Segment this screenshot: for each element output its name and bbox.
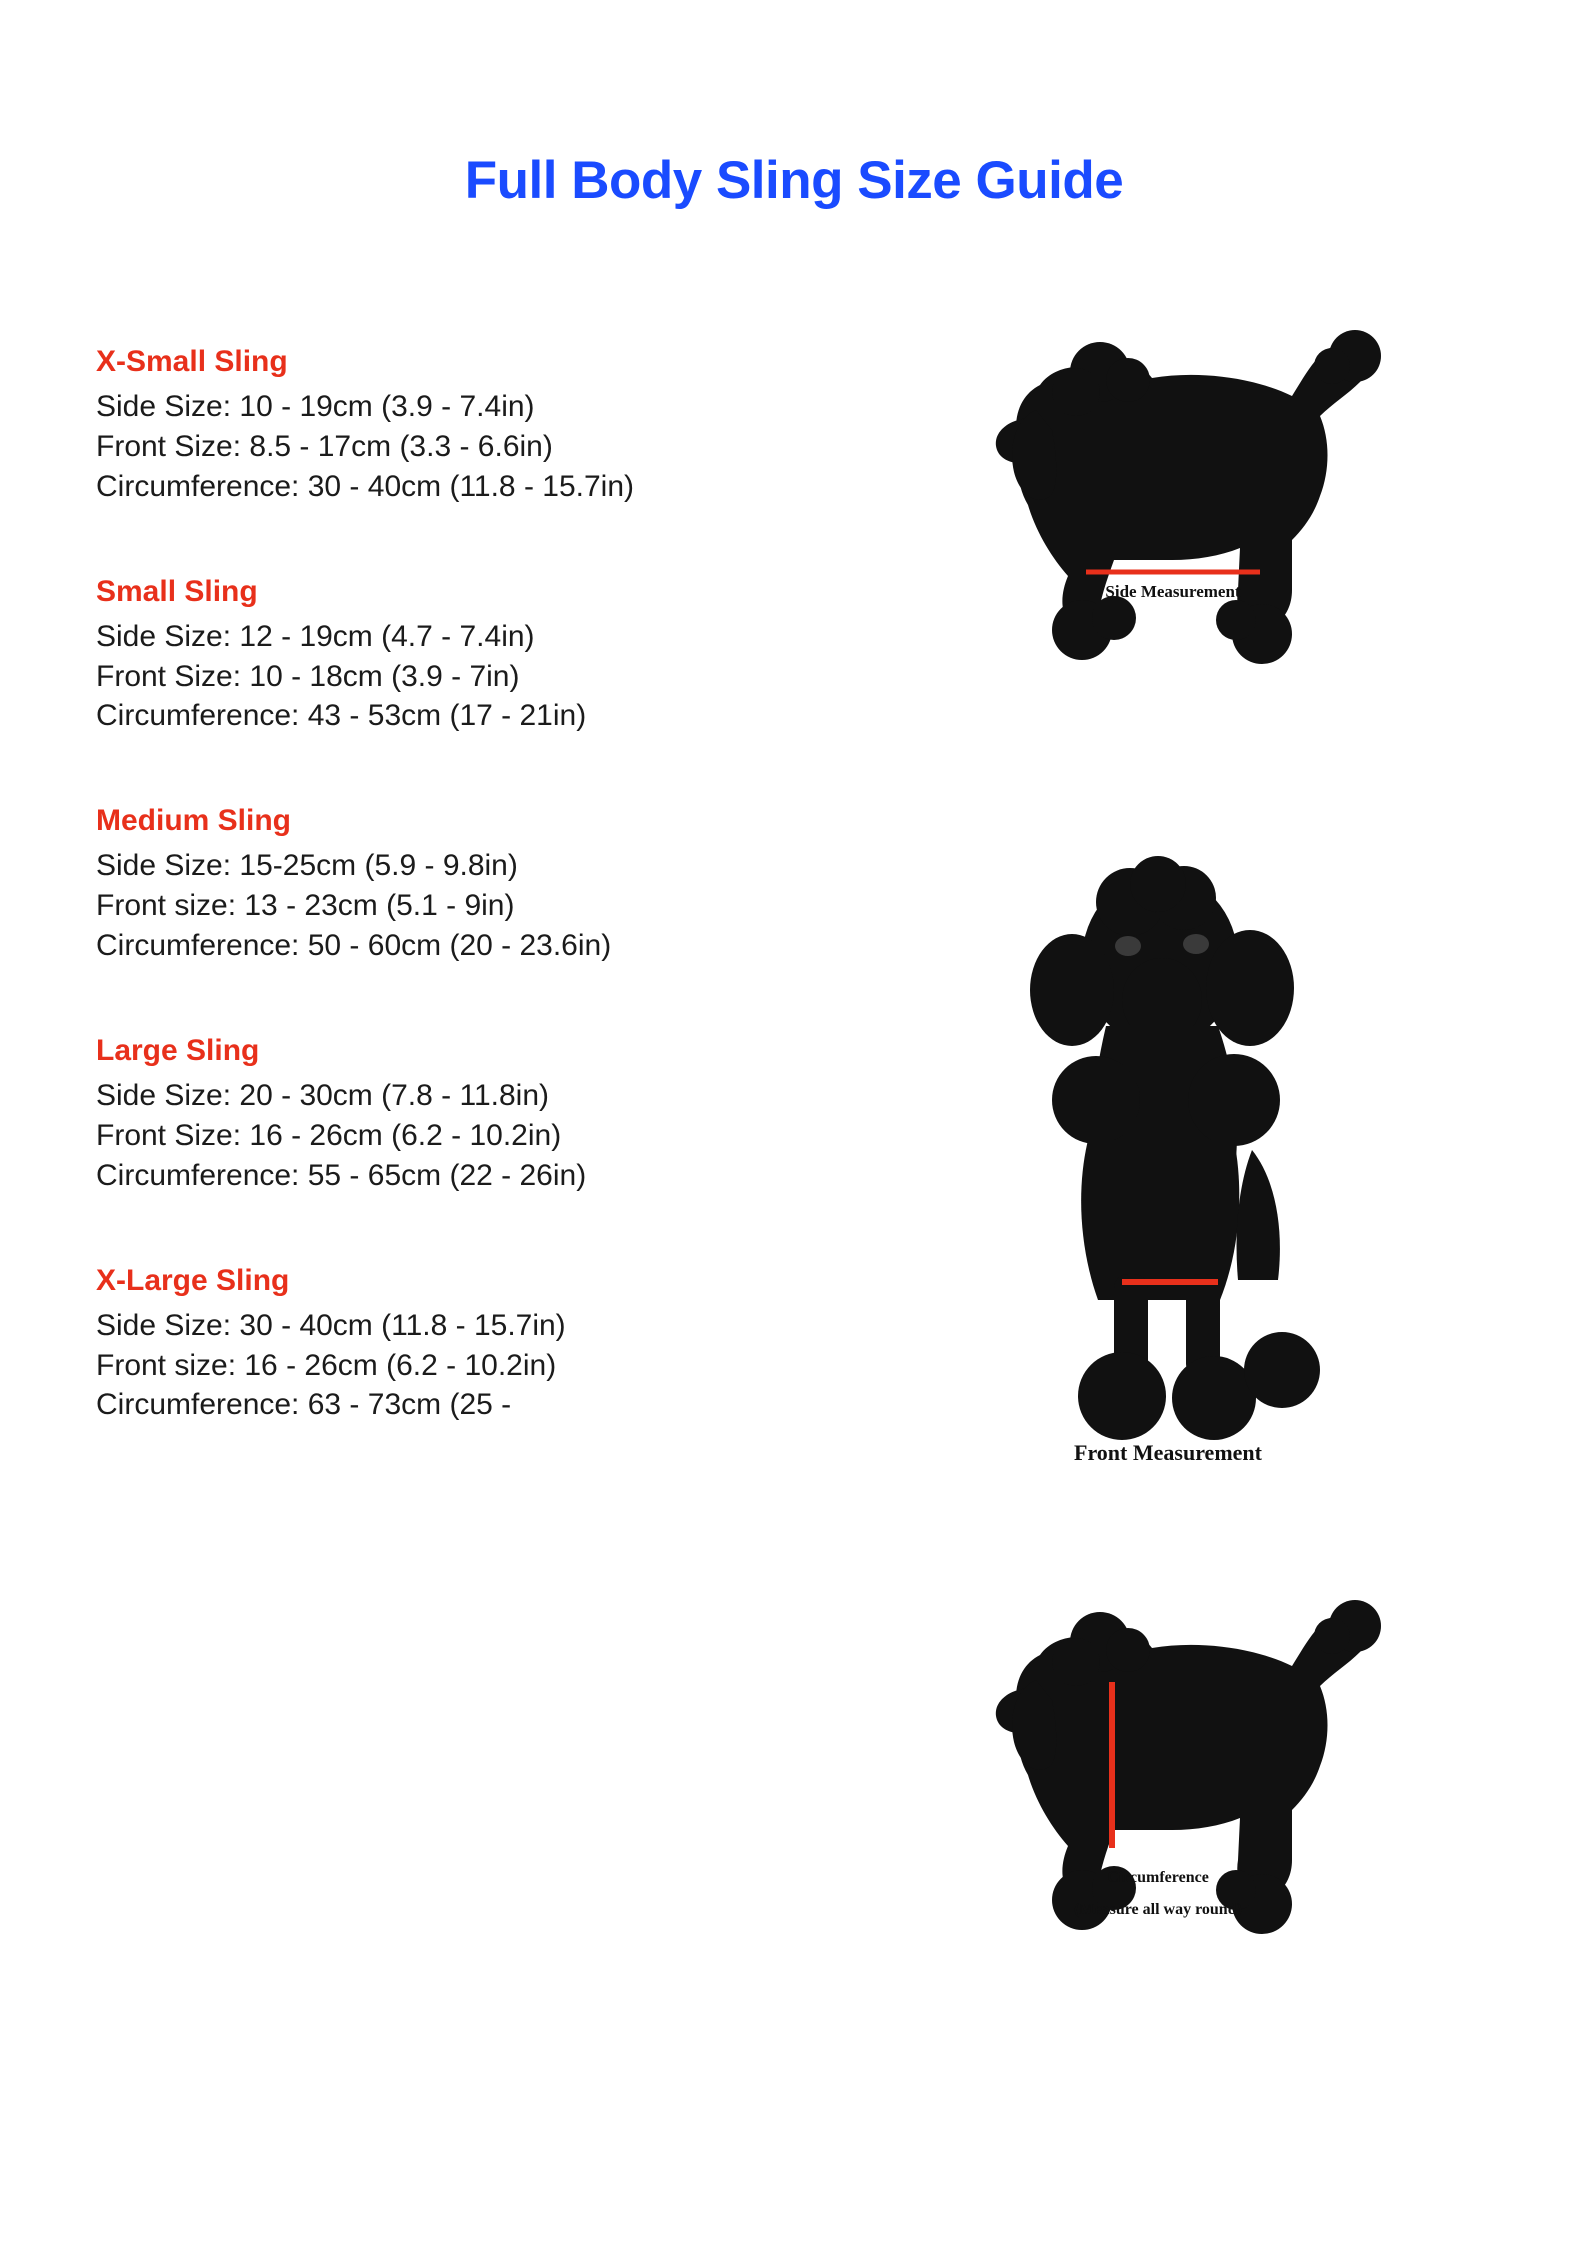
size-circumference: Circumference: 55 - 65cm (22 - 26in) [96, 1158, 587, 1192]
size-front: Front size: 16 - 26cm (6.2 - 10.2in) [96, 1348, 557, 1382]
size-circumference: Circumference: 30 - 40cm (11.8 - 15.7in) [96, 469, 634, 503]
size-heading: Large Sling [96, 1034, 260, 1068]
size-side: Side Size: 30 - 40cm (11.8 - 15.7in) [96, 1308, 566, 1342]
dog-circumference-illustration [900, 1570, 1420, 2010]
size-heading: Small Sling [96, 574, 258, 608]
size-heading: X-Large Sling [96, 1263, 290, 1297]
size-heading: X-Small Sling [96, 345, 288, 378]
size-side: Side Size: 12 - 19cm (4.7 - 7.4in) [96, 619, 535, 653]
circumference-caption: Circumference [1107, 1869, 1209, 1886]
size-block-small [96, 575, 856, 737]
size-side: Side Size: 15-25cm (5.9 - 9.8in) [96, 849, 518, 883]
size-side: Side Size: 20 - 30cm (7.8 - 11.8in) [96, 1079, 549, 1113]
size-list [96, 345, 856, 1493]
size-front: Front size: 13 - 23cm (5.1 - 9in) [96, 889, 515, 923]
dog-front-illustration [900, 850, 1420, 1490]
figure-front-measurement [900, 850, 1500, 1510]
size-block-large [96, 1034, 856, 1196]
size-front: Front Size: 10 - 18cm (3.9 - 7in) [96, 659, 520, 693]
size-circumference: Circumference: 43 - 53cm (17 - 21in) [96, 699, 587, 733]
size-block-medium [96, 804, 856, 966]
dog-side-illustration [900, 300, 1420, 720]
size-front: Front Size: 8.5 - 17cm (3.3 - 6.6in) [96, 429, 553, 463]
size-front: Front Size: 16 - 26cm (6.2 - 10.2in) [96, 1118, 562, 1152]
front-measurement-caption: Front Measurement [1074, 1440, 1262, 1465]
size-heading: Medium Sling [96, 804, 291, 838]
size-block-xlarge [96, 1264, 856, 1426]
page-title: Full Body Sling Size Guide [464, 151, 1124, 210]
size-circumference: Circumference: 63 - 73cm (25 - [96, 1388, 512, 1422]
size-block-xsmall [96, 345, 856, 507]
circumference-caption-sub: (Measure all way round) [1074, 1901, 1242, 1918]
size-side: Side Size: 10 - 19cm (3.9 - 7.4in) [96, 390, 535, 423]
figure-side-measurement [900, 300, 1500, 720]
size-circumference: Circumference: 50 - 60cm (20 - 23.6in) [96, 929, 612, 963]
side-measurement-caption: Side Measurement [1105, 582, 1241, 601]
figure-column [900, 300, 1500, 2030]
figure-circumference [900, 1570, 1500, 2030]
